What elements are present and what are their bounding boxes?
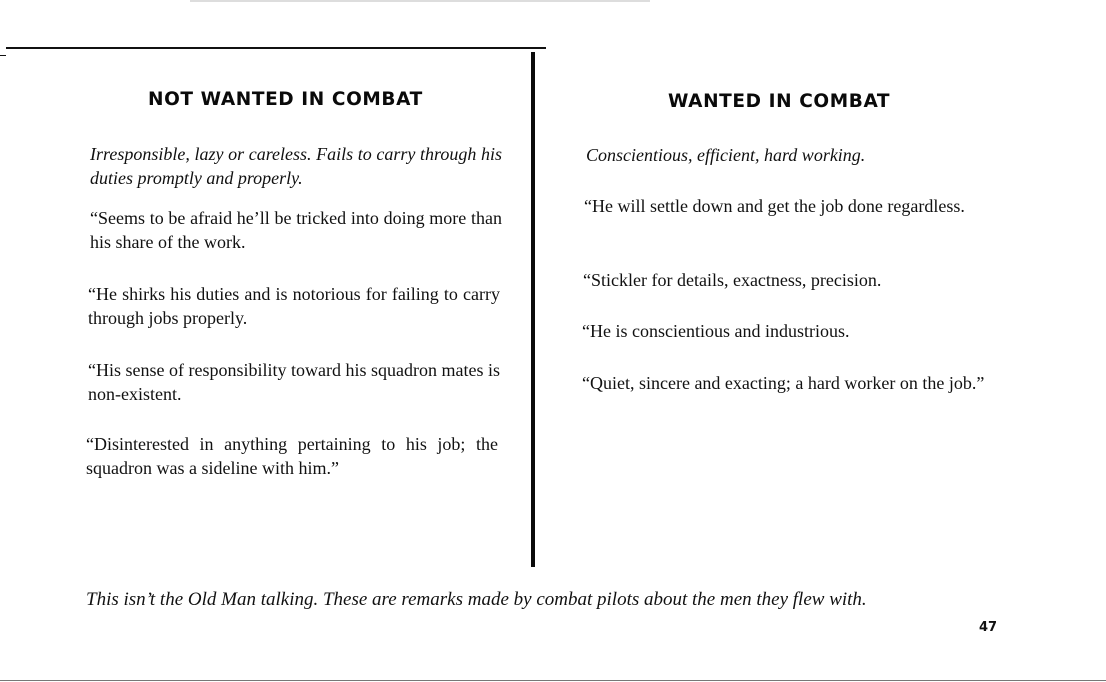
wanted-intro: Conscientious, efficient, hard working. [586, 145, 866, 165]
wanted-quote: “Quiet, sincere and exacting; a hard worker on the job.” [582, 373, 985, 393]
wanted-quote: “Stickler for details, exactness, precision. [583, 270, 882, 290]
top-edge-rule [190, 0, 650, 2]
wanted-quote: “He is conscientious and industrious. [582, 321, 850, 341]
not-wanted-quote: “His sense of responsibility toward his squadron mates is non-existent. [88, 360, 500, 404]
not-wanted-intro: Irresponsible, lazy or careless. Fails to carry through his duties promptly and properly. [90, 144, 502, 188]
page-number: 47 [979, 620, 998, 635]
not-wanted-heading: NOT WANTED IN COMBAT [148, 89, 423, 110]
wanted-heading: WANTED IN COMBAT [668, 91, 891, 112]
margin-tick [0, 55, 6, 56]
bottom-edge-rule [0, 680, 1106, 681]
left-column-top-rule [6, 47, 546, 49]
wanted-quote: “He will settle down and get the job done regardless. [584, 196, 965, 216]
caption: This isn’t the Old Man talking. These are remarks made by combat pilots about the men they flew with. [86, 589, 867, 610]
column-divider [531, 52, 535, 567]
not-wanted-quote: “Seems to be afraid he’ll be tricked into doing more than his share of the work. [90, 208, 502, 252]
not-wanted-quote: “He shirks his duties and is notorious for failing to carry through jobs properly. [88, 284, 500, 328]
not-wanted-quote: “Disinterested in anything pertaining to his job; the squadron was a sideline with him.” [86, 434, 498, 478]
